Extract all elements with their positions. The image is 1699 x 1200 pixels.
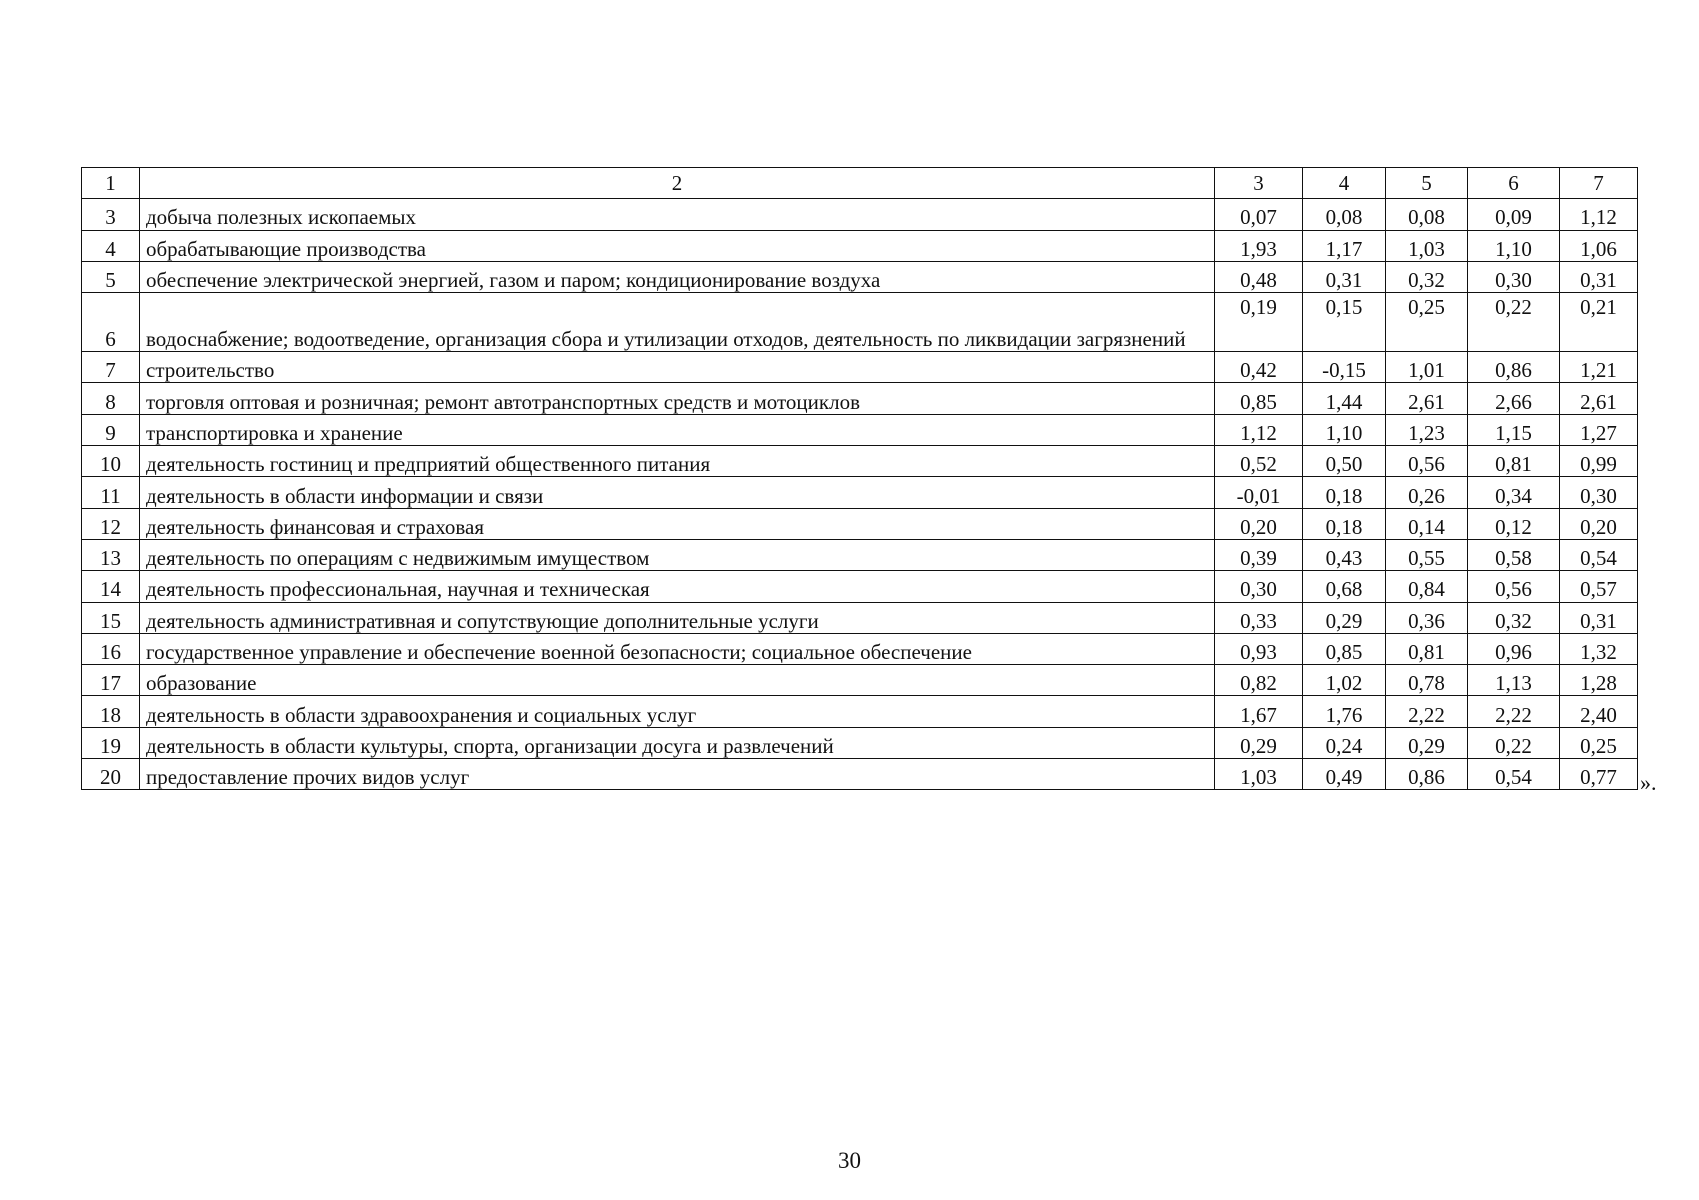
value-cell: 0,29 xyxy=(1303,602,1386,633)
value-cell: 0,39 xyxy=(1215,539,1303,570)
value-cell: 0,48 xyxy=(1215,261,1303,292)
value-cell: 0,32 xyxy=(1468,602,1560,633)
value-cell: 0,18 xyxy=(1303,477,1386,508)
header-cell: 5 xyxy=(1386,168,1468,199)
value-cell: 0,19 xyxy=(1215,293,1303,352)
value-cell: 1,12 xyxy=(1215,414,1303,445)
value-cell: 1,28 xyxy=(1560,665,1638,696)
value-cell: 1,23 xyxy=(1386,414,1468,445)
table-row xyxy=(82,261,1638,292)
row-name-cell: обеспечение электрической энергией, газом и паром; кондиционирование воздуха xyxy=(140,261,1215,292)
row-number-cell: 13 xyxy=(82,539,140,570)
value-cell: 2,61 xyxy=(1560,383,1638,414)
table-row xyxy=(82,383,1638,414)
value-cell: 0,49 xyxy=(1303,759,1386,790)
row-name-cell: деятельность административная и сопутствующие дополнительные услуги xyxy=(140,602,1215,633)
row-number-cell: 11 xyxy=(82,477,140,508)
value-cell: 0,24 xyxy=(1303,727,1386,758)
table-row xyxy=(82,446,1638,477)
value-cell: 0,12 xyxy=(1468,508,1560,539)
table-row xyxy=(82,539,1638,570)
row-number-cell: 8 xyxy=(82,383,140,414)
value-cell: 1,15 xyxy=(1468,414,1560,445)
value-cell: 0,78 xyxy=(1386,665,1468,696)
value-cell: 0,36 xyxy=(1386,602,1468,633)
row-name-cell: строительство xyxy=(140,352,1215,383)
value-cell: 0,25 xyxy=(1560,727,1638,758)
table-row xyxy=(82,414,1638,445)
value-cell: 0,33 xyxy=(1215,602,1303,633)
value-cell: 0,29 xyxy=(1386,727,1468,758)
value-cell: 0,29 xyxy=(1215,727,1303,758)
value-cell: 0,07 xyxy=(1215,199,1303,230)
value-cell: 2,22 xyxy=(1468,696,1560,727)
header-cell: 1 xyxy=(82,168,140,199)
header-cell: 6 xyxy=(1468,168,1560,199)
row-name-cell: деятельность по операциям с недвижимым имуществом xyxy=(140,539,1215,570)
header-cell: 7 xyxy=(1560,168,1638,199)
value-cell: 0,81 xyxy=(1468,446,1560,477)
table-row xyxy=(82,508,1638,539)
indicator-table xyxy=(81,167,1638,790)
value-cell: 0,25 xyxy=(1386,293,1468,352)
page-number: 30 xyxy=(838,1148,861,1173)
value-cell: 0,22 xyxy=(1468,727,1560,758)
value-cell: 0,42 xyxy=(1215,352,1303,383)
row-name-cell: водоснабжение; водоотведение, организация сбора и утилизации отходов, деятельность по ликвидации загрязнений xyxy=(140,293,1215,352)
table-row xyxy=(82,293,1638,352)
table-row xyxy=(82,477,1638,508)
value-cell: 0,22 xyxy=(1468,293,1560,352)
row-number-cell: 12 xyxy=(82,508,140,539)
value-cell: 0,84 xyxy=(1386,571,1468,602)
table-row xyxy=(82,352,1638,383)
value-cell: 2,22 xyxy=(1386,696,1468,727)
value-cell: 1,03 xyxy=(1386,230,1468,261)
row-number-cell: 17 xyxy=(82,665,140,696)
row-name-cell: деятельность в области здравоохранения и социальных услуг xyxy=(140,696,1215,727)
value-cell: 0,82 xyxy=(1215,665,1303,696)
row-name-cell: государственное управление и обеспечение военной безопасности; социальное обеспечение xyxy=(140,633,1215,664)
value-cell: 1,10 xyxy=(1468,230,1560,261)
table-row xyxy=(82,665,1638,696)
table-row xyxy=(82,759,1638,790)
row-number-cell: 5 xyxy=(82,261,140,292)
value-cell: 0,20 xyxy=(1215,508,1303,539)
value-cell: 0,14 xyxy=(1386,508,1468,539)
value-cell: 0,57 xyxy=(1560,571,1638,602)
table-row xyxy=(82,602,1638,633)
table-row xyxy=(82,727,1638,758)
row-name-cell: деятельность гостиниц и предприятий общественного питания xyxy=(140,446,1215,477)
value-cell: 0,68 xyxy=(1303,571,1386,602)
value-cell: 0,55 xyxy=(1386,539,1468,570)
row-name-cell: деятельность профессиональная, научная и техническая xyxy=(140,571,1215,602)
value-cell: 2,61 xyxy=(1386,383,1468,414)
row-name-cell: транспортировка и хранение xyxy=(140,414,1215,445)
table-row xyxy=(82,696,1638,727)
value-cell: 0,18 xyxy=(1303,508,1386,539)
header-cell: 2 xyxy=(140,168,1215,199)
row-number-cell: 7 xyxy=(82,352,140,383)
value-cell: 0,56 xyxy=(1386,446,1468,477)
value-cell: 0,34 xyxy=(1468,477,1560,508)
row-number-cell: 10 xyxy=(82,446,140,477)
value-cell: 0,31 xyxy=(1303,261,1386,292)
row-number-cell: 15 xyxy=(82,602,140,633)
value-cell: 1,32 xyxy=(1560,633,1638,664)
row-number-cell: 4 xyxy=(82,230,140,261)
value-cell: 1,67 xyxy=(1215,696,1303,727)
value-cell: 0,86 xyxy=(1386,759,1468,790)
table-row xyxy=(82,199,1638,230)
row-number-cell: 9 xyxy=(82,414,140,445)
row-number-cell: 19 xyxy=(82,727,140,758)
row-number-cell: 6 xyxy=(82,293,140,352)
value-cell: 1,27 xyxy=(1560,414,1638,445)
row-name-cell: обрабатывающие производства xyxy=(140,230,1215,261)
table-row xyxy=(82,571,1638,602)
value-cell: 0,32 xyxy=(1386,261,1468,292)
value-cell: 0,54 xyxy=(1560,539,1638,570)
value-cell: 0,81 xyxy=(1386,633,1468,664)
value-cell: 1,06 xyxy=(1560,230,1638,261)
value-cell: 0,93 xyxy=(1215,633,1303,664)
value-cell: 0,96 xyxy=(1468,633,1560,664)
table-header-row xyxy=(82,168,1638,199)
value-cell: 0,15 xyxy=(1303,293,1386,352)
table-row xyxy=(82,230,1638,261)
value-cell: 1,21 xyxy=(1560,352,1638,383)
value-cell: 2,66 xyxy=(1468,383,1560,414)
value-cell: 1,44 xyxy=(1303,383,1386,414)
value-cell: 0,52 xyxy=(1215,446,1303,477)
value-cell: 0,20 xyxy=(1560,508,1638,539)
value-cell: 0,31 xyxy=(1560,602,1638,633)
row-name-cell: торговля оптовая и розничная; ремонт автотранспортных средств и мотоциклов xyxy=(140,383,1215,414)
value-cell: 0,85 xyxy=(1303,633,1386,664)
value-cell: 0,43 xyxy=(1303,539,1386,570)
value-cell: 0,30 xyxy=(1468,261,1560,292)
value-cell: 2,40 xyxy=(1560,696,1638,727)
value-cell: 0,56 xyxy=(1468,571,1560,602)
row-name-cell: деятельность финансовая и страховая xyxy=(140,508,1215,539)
value-cell: 1,93 xyxy=(1215,230,1303,261)
value-cell: 0,08 xyxy=(1303,199,1386,230)
value-cell: 0,31 xyxy=(1560,261,1638,292)
value-cell: 0,08 xyxy=(1386,199,1468,230)
value-cell: 0,86 xyxy=(1468,352,1560,383)
value-cell: 0,54 xyxy=(1468,759,1560,790)
row-name-cell: предоставление прочих видов услуг xyxy=(140,759,1215,790)
header-cell: 4 xyxy=(1303,168,1386,199)
row-name-cell: деятельность в области информации и связи xyxy=(140,477,1215,508)
row-number-cell: 14 xyxy=(82,571,140,602)
value-cell: 0,50 xyxy=(1303,446,1386,477)
closing-quote: ». xyxy=(1640,770,1657,795)
value-cell: 1,01 xyxy=(1386,352,1468,383)
row-name-cell: добыча полезных ископаемых xyxy=(140,199,1215,230)
value-cell: 0,21 xyxy=(1560,293,1638,352)
value-cell: 1,02 xyxy=(1303,665,1386,696)
value-cell: 0,26 xyxy=(1386,477,1468,508)
value-cell: 1,17 xyxy=(1303,230,1386,261)
value-cell: -0,01 xyxy=(1215,477,1303,508)
value-cell: 0,30 xyxy=(1215,571,1303,602)
value-cell: 0,85 xyxy=(1215,383,1303,414)
row-number-cell: 16 xyxy=(82,633,140,664)
value-cell: 1,10 xyxy=(1303,414,1386,445)
value-cell: 1,12 xyxy=(1560,199,1638,230)
row-name-cell: образование xyxy=(140,665,1215,696)
value-cell: 0,30 xyxy=(1560,477,1638,508)
value-cell: 0,77 xyxy=(1560,759,1638,790)
row-name-cell: деятельность в области культуры, спорта, организации досуга и развлечений xyxy=(140,727,1215,758)
value-cell: -0,15 xyxy=(1303,352,1386,383)
table-row xyxy=(82,633,1638,664)
value-cell: 0,99 xyxy=(1560,446,1638,477)
value-cell: 0,58 xyxy=(1468,539,1560,570)
value-cell: 0,09 xyxy=(1468,199,1560,230)
value-cell: 1,13 xyxy=(1468,665,1560,696)
value-cell: 1,76 xyxy=(1303,696,1386,727)
row-number-cell: 20 xyxy=(82,759,140,790)
header-cell: 3 xyxy=(1215,168,1303,199)
row-number-cell: 3 xyxy=(82,199,140,230)
value-cell: 1,03 xyxy=(1215,759,1303,790)
row-number-cell: 18 xyxy=(82,696,140,727)
